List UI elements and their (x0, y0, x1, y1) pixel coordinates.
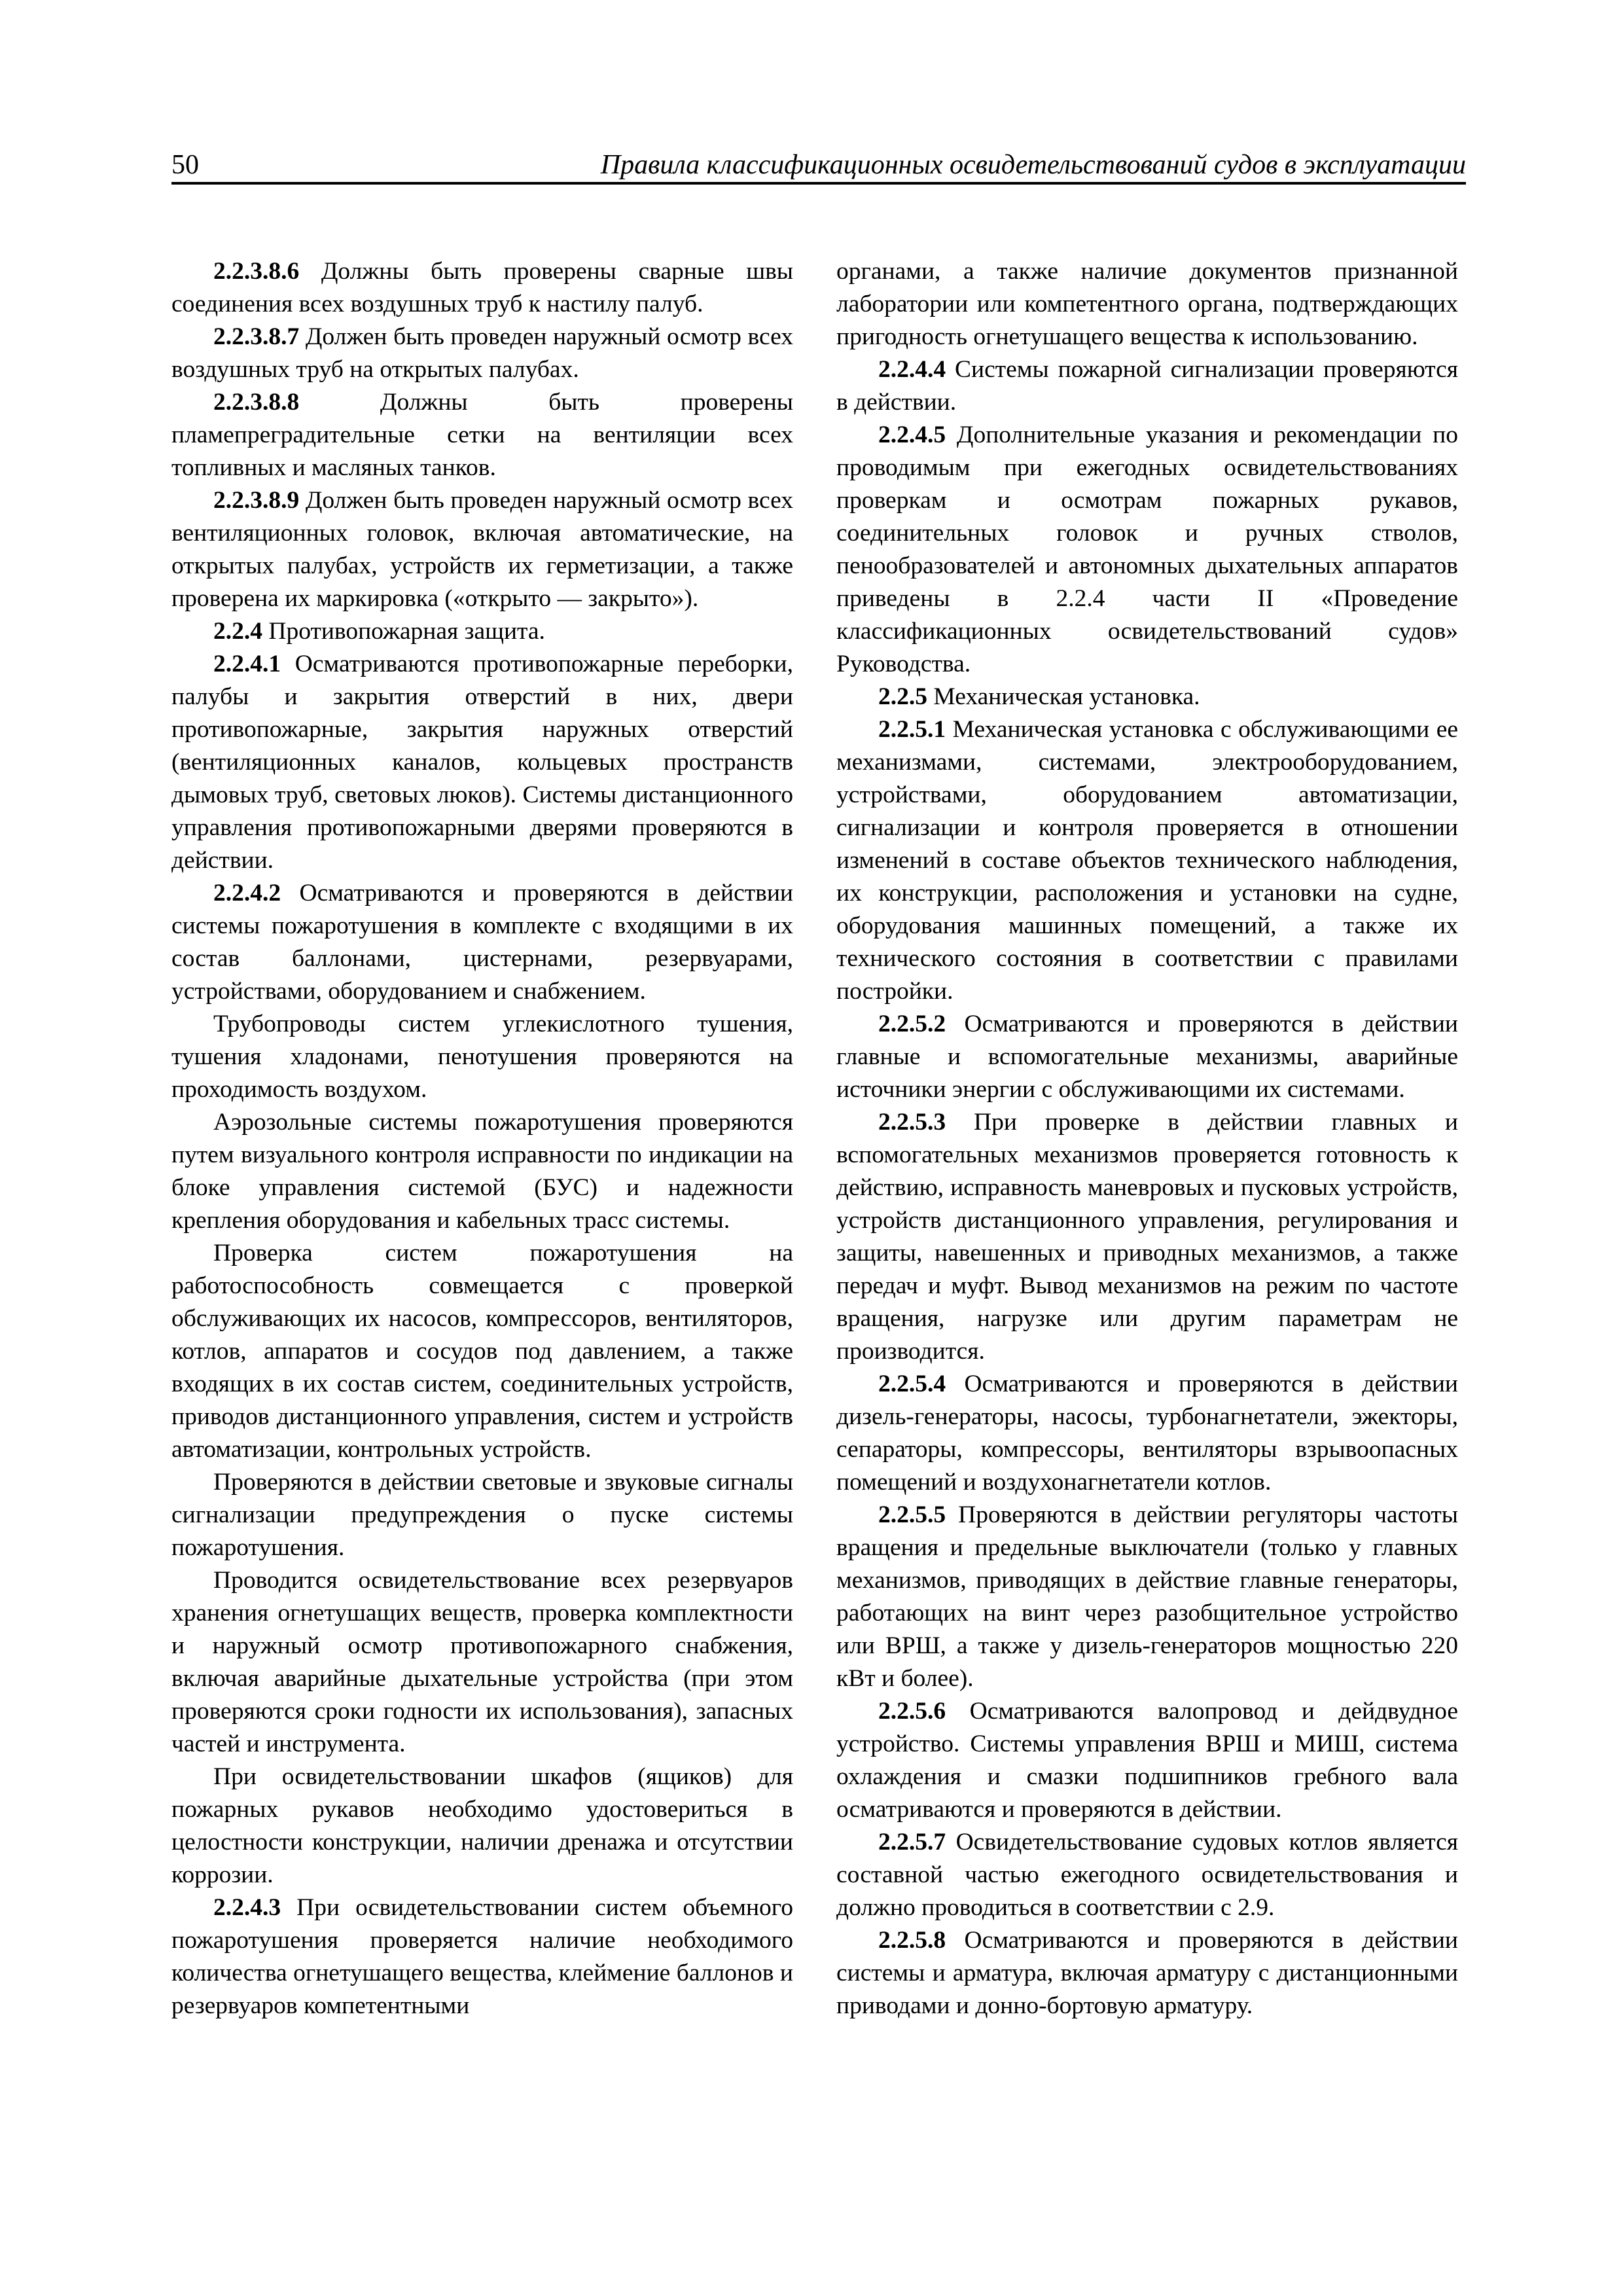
paragraph-text: Осматриваются и проверяются в действии дизель-генераторы, насосы, турбонагнетатели, эжекторы, сепараторы, компрессоры, вентиляторы взрывоопасных помещений и воздухонагнетатели котлов. (836, 1371, 1458, 1496)
section-number: 2.2.5.2 (878, 1011, 946, 1037)
paragraph (171, 1564, 793, 1761)
paragraph-text: Трубопроводы систем углекислотного тушения, тушения хладонами, пенотушения проверяются на проходимость воздухом. (171, 1011, 793, 1103)
section-number: 2.2.5 (878, 683, 927, 710)
header-rule (171, 182, 1466, 185)
paragraph-text: Аэрозольные системы пожаротушения проверяются путем визуального контроля исправности по индикации на блоке управления системой (БУС) и надежности крепления оборудования и кабельных трасс системы. (171, 1109, 793, 1234)
paragraph (836, 1695, 1458, 1826)
paragraph (836, 353, 1458, 419)
paragraph-text: Должен быть проведен наружный осмотр всех воздушных труб на открытых палубах. (171, 323, 793, 383)
paragraph-text: органами, а также наличие документов признанной лаборатории или компетентного органа, подтверждающих пригодность огнетушащего вещества к использованию. (836, 258, 1458, 350)
paragraph-text: Системы пожарной сигнализации проверяются в действии. (836, 356, 1458, 416)
section-number: 2.2.5.7 (878, 1829, 946, 1856)
paragraph-text: Должен быть проведен наружный осмотр всех вентиляционных головок, включая автоматические, на открытых палубах, устройств их герметизации, а также проверена их маркировка («открыто — закрыто»). (171, 487, 793, 612)
paragraph (171, 1466, 793, 1564)
paragraph (836, 419, 1458, 681)
paragraph (836, 713, 1458, 1008)
paragraph (171, 648, 793, 877)
paragraph (171, 877, 793, 1008)
paragraph-text: Осматриваются и проверяются в действии системы пожаротушения в комплекте с входящими в их состав баллонами, цистернами, резервуарами, устройствами, оборудованием и снабжением. (171, 880, 793, 1005)
paragraph-text: Проверяются в действии световые и звуковые сигналы сигнализации предупреждения о пуске системы пожаротушения. (171, 1469, 793, 1561)
section-number: 2.2.5.6 (878, 1698, 946, 1725)
section-number: 2.2.3.8.7 (213, 323, 300, 350)
section-number: 2.2.4.4 (878, 356, 946, 383)
paragraph-text: Проверяются в действии регуляторы частоты вращения и предельные выключатели (только у главных механизмов, приводящих в действие главные генераторы, работающих на винт через разобщительное устройство или ВРШ, а также у дизель-генераторов мощностью 220 кВт и более). (836, 1501, 1458, 1692)
section-number: 2.2.4.5 (878, 422, 946, 448)
section-number: 2.2.5.3 (878, 1109, 946, 1136)
paragraph-text: При освидетельствовании систем объемного пожаротушения проверяется наличие необходимого количества огнетушащего вещества, клеймение баллонов и резервуаров компетентными (171, 1894, 793, 2019)
paragraph (836, 1826, 1458, 1924)
section-number: 2.2.5.5 (878, 1501, 946, 1528)
paragraph-text: Механическая установка. (927, 683, 1200, 710)
paragraph (836, 1924, 1458, 2022)
section-number: 2.2.4.3 (213, 1894, 281, 1921)
paragraph (836, 1008, 1458, 1106)
page-number: 50 (171, 150, 199, 180)
paragraph (171, 1106, 793, 1237)
section-number: 2.2.3.8.6 (213, 258, 300, 285)
paragraph (171, 321, 793, 386)
paragraph-text: Проверка систем пожаротушения на работоспособность совмещается с проверкой обслуживающих их насосов, компрессоров, вентиляторов, котлов, аппаратов и сосудов под давлением, а также входящих в их состав систем, соединительных устройств, приводов дистанционного управления, систем и устройств автоматизации, контрольных устройств. (171, 1240, 793, 1463)
section-number: 2.2.5.8 (878, 1927, 946, 1954)
paragraph (171, 1892, 793, 2022)
paragraph-text: Осматриваются противопожарные переборки, палубы и закрытия отверстий в них, двери противопожарные, закрытия наружных отверстий (вентиляционных каналов, кольцевых пространств дымовых труб, световых люков). Системы дистанционного управления противопожарными дверями проверяются в действии. (171, 651, 793, 874)
paragraph-text: Осматриваются валопровод и дейдвудное устройство. Системы управления ВРШ и МИШ, система охлаждения и смазки подшипников гребного вала осматриваются и проверяются в действии. (836, 1698, 1458, 1823)
paragraph (171, 615, 793, 648)
section-number: 2.2.4 (213, 618, 262, 645)
paragraph (836, 1499, 1458, 1695)
paragraph (836, 1106, 1458, 1368)
paragraph-text: Должны быть проверены пламепреградительные сетки на вентиляции всех топливных и масляных танков. (171, 389, 793, 481)
paragraph (171, 1237, 793, 1466)
section-number: 2.2.3.8.8 (213, 389, 300, 416)
paragraph-text: Механическая установка с обслуживающими ее механизмами, системами, электрооборудованием, устройствами, оборудованием автоматизации, сигнализации и контроля проверяется в отношении изменений в составе объектов технического наблюдения, их конструкции, расположения и установки на судне, оборудования машинных помещений, а также их технического состояния в соответствии с правилами постройки. (836, 716, 1458, 1005)
paragraph (171, 1761, 793, 1892)
paragraph (836, 681, 1458, 713)
left-column (171, 255, 793, 2022)
section-number: 2.2.4.2 (213, 880, 281, 906)
page-header (171, 144, 1466, 183)
paragraph-text: При проверке в действии главных и вспомогательных механизмов проверяется готовность к действию, исправность маневровых и пусковых устройств, устройств дистанционного управления, регулирования и защиты, навешенных и приводных механизмов, а также передач и муфт. Вывод механизмов на режим по частоте вращения, нагрузке или другим параметрам не производится. (836, 1109, 1458, 1365)
paragraph-text: Осматриваются и проверяются в действии системы и арматура, включая арматуру с дистанционными приводами и донно-бортовую арматуру. (836, 1927, 1458, 2019)
running-title: Правила классификационных освидетельствований судов в эксплуатации (600, 150, 1466, 180)
paragraph (171, 386, 793, 484)
paragraph (836, 255, 1458, 353)
paragraph (171, 1008, 793, 1106)
section-number: 2.2.5.4 (878, 1371, 946, 1397)
paragraph (836, 1368, 1458, 1499)
paragraph-text: При освидетельствовании шкафов (ящиков) для пожарных рукавов необходимо удостовериться в целостности конструкции, наличии дренажа и отсутствии коррозии. (171, 1763, 793, 1888)
paragraph-text: Дополнительные указания и рекомендации по проводимым при ежегодных освидетельствованиях проверкам и осмотрам пожарных рукавов, соединительных головок и ручных стволов, пенообразователей и автономных дыхательных аппаратов приведены в 2.2.4 части II «Проведение классификационных освидетельствований судов» Руководства. (836, 422, 1458, 677)
right-column (836, 255, 1458, 2022)
paragraph-text: Противопожарная защита. (262, 618, 545, 645)
section-number: 2.2.4.1 (213, 651, 281, 677)
section-number: 2.2.3.8.9 (213, 487, 300, 514)
paragraph-text: Должны быть проверены сварные швы соединения всех воздушных труб к настилу палуб. (171, 258, 793, 317)
paragraph-text: Освидетельствование судовых котлов является составной частью ежегодного освидетельствования и должно проводиться в соответствии с 2.9. (836, 1829, 1458, 1921)
paragraph-text: Осматриваются и проверяются в действии главные и вспомогательные механизмы, аварийные источники энергии с обслуживающими их системами. (836, 1011, 1458, 1103)
paragraph (171, 255, 793, 321)
paragraph (171, 484, 793, 615)
paragraph-text: Проводится освидетельствование всех резервуаров хранения огнетушащих веществ, проверка комплектности и наружный осмотр противопожарного снабжения, включая аварийные дыхательные устройства (при этом проверяются сроки годности их использования), запасных частей и инструмента. (171, 1567, 793, 1757)
section-number: 2.2.5.1 (878, 716, 946, 743)
